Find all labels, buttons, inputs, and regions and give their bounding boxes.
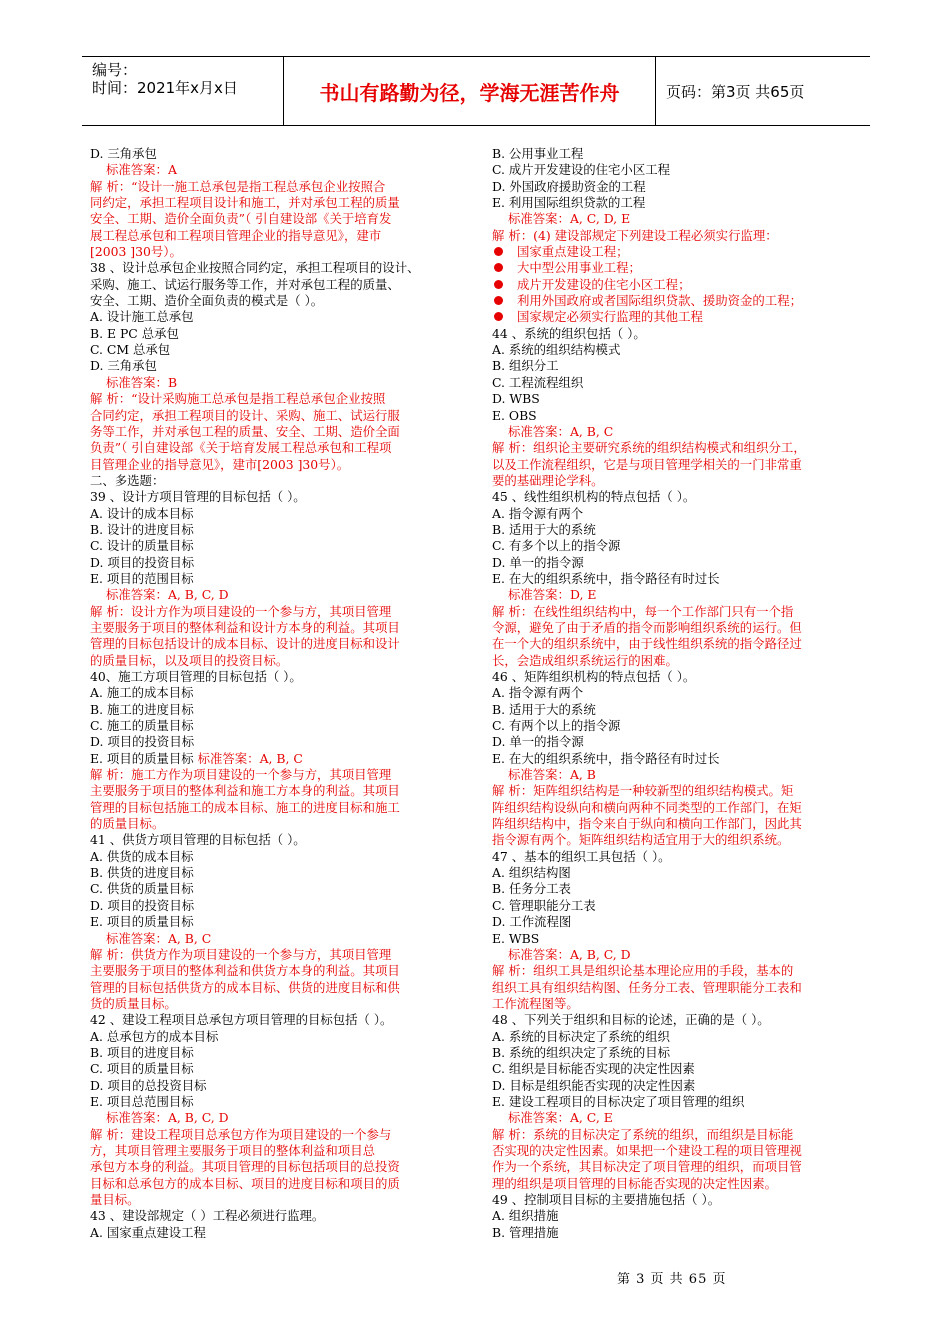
text-line [492, 1208, 866, 1224]
text-line [492, 571, 866, 587]
text-line [90, 391, 464, 407]
text-line [90, 1208, 464, 1224]
text-line [90, 522, 464, 538]
text-line [492, 1225, 866, 1241]
text-line [492, 604, 866, 620]
line-text: B. 管理措施 [492, 1224, 559, 1240]
text-line [90, 816, 464, 832]
text-line [492, 800, 866, 816]
line-text: 合同约定，承担工程项目的设计、采购、施工、试运行服 [90, 407, 400, 423]
line-text: 标准答案：A, B, C, D [508, 946, 631, 962]
text-line [492, 277, 866, 293]
text-line [492, 1045, 866, 1061]
line-text: 主要服务于项目的整体利益和施工方本身的利益。其项目 [90, 783, 400, 799]
line-text: 42 、建设工程项目总承包方项目管理的目标包括（ ）。 [90, 1012, 393, 1028]
line-text: 的质量目标，以及项目的投资目标。 [90, 652, 289, 668]
line-text: D. 项目的投资目标 [90, 734, 195, 750]
text-line [492, 440, 866, 456]
text-line [90, 1192, 464, 1208]
text-line [492, 293, 866, 309]
line-text: 解 析：(4) 建设部规定下列建设工程必须实行监理： [492, 227, 778, 243]
line-text: 采购、施工、试运行服务等工作，并对承包工程的质量、 [90, 276, 400, 292]
line-text: D. 外国政府援助资金的工程 [492, 178, 646, 194]
line-text: C. 工程流程组织 [492, 374, 584, 390]
line-text: A. 设计的成本目标 [90, 505, 194, 521]
text-line [492, 358, 866, 374]
line-text: 解 析：矩阵组织结构是一种较新型的组织结构模式。矩 [492, 783, 794, 799]
text-line [90, 996, 464, 1012]
text-line [90, 293, 464, 309]
text-line [90, 146, 464, 162]
line-text: 标准答案：A, B, C [106, 930, 212, 946]
text-line [90, 358, 464, 374]
text-line [90, 1110, 464, 1126]
line-text: 长，会造成组织系统运行的困难。 [492, 652, 678, 668]
line-text: D. 项目的投资目标 [90, 897, 195, 913]
text-line [90, 228, 464, 244]
text-line [90, 489, 464, 505]
text-line [90, 636, 464, 652]
text-line [90, 898, 464, 914]
text-line [492, 653, 866, 669]
text-line [90, 342, 464, 358]
line-text: 49 、控制项目目标的主要措施包括（ ）。 [492, 1192, 721, 1207]
line-text: 阵组织结构中，指令来自于纵向和横向工作部门，因此其 [492, 816, 802, 832]
line-text: 标准答案：A, B, C [508, 423, 614, 439]
text-line [492, 228, 866, 244]
text-line [90, 1094, 464, 1110]
line-text: 39 、设计方项目管理的目标包括（ ）。 [90, 489, 306, 505]
text-line [492, 391, 866, 407]
line-text: B. 施工的进度目标 [90, 701, 194, 717]
line-text: 标准答案：A, B [508, 767, 596, 783]
date-label: 时间：2021年x月x日 [92, 79, 238, 97]
line-text: 标准答案：A, B, C, D [106, 1110, 229, 1126]
line-text: 指令源有两个。矩阵组织结构适宜用于大的组织系统。 [492, 832, 790, 848]
text-line [90, 767, 464, 783]
line-text: 管理的目标包括施工的成本目标、施工的进度目标和施工 [90, 799, 400, 815]
line-text: 40、施工方项目管理的目标包括（ ）。 [90, 669, 302, 684]
text-line [492, 1078, 866, 1094]
line-text: 解 析：组织论主要研究系统的组织结构模式和组织分工， [492, 440, 806, 456]
line-text: 46 、矩阵组织机构的特点包括（ ）。 [492, 669, 696, 684]
text-line [90, 571, 464, 587]
text-line [90, 734, 464, 750]
line-text: B. 适用于大的系统 [492, 701, 596, 717]
line-text: C. 设计的质量目标 [90, 538, 194, 554]
line-text: D. 工作流程图 [492, 914, 572, 930]
text-line [492, 751, 866, 767]
line-text: B. 公用事业工程 [492, 146, 584, 161]
text-line [90, 1225, 464, 1241]
text-line [90, 1061, 464, 1077]
text-line [492, 408, 866, 424]
text-line [492, 1192, 866, 1208]
text-line [492, 947, 866, 963]
right-column [492, 146, 866, 1241]
text-line [492, 522, 866, 538]
line-text: C. 有多个以上的指令源 [492, 538, 621, 554]
text-line [492, 309, 866, 325]
inline-answer: 标准答案：A, B, C [193, 750, 303, 766]
line-text: 标准答案：B [106, 374, 178, 390]
line-text: 以及工作流程组织，它是与项目管理学相关的一门非常重 [492, 456, 802, 472]
line-text: 管理的目标包括供货方的成本目标、供货的进度目标和供 [90, 979, 400, 995]
line-text: 务等工作，并对承包工程的质量、安全、工期、造价全面 [90, 423, 400, 439]
text-line [90, 980, 464, 996]
text-line [492, 881, 866, 897]
line-text: E. 项目的质量目标 [90, 750, 194, 766]
line-text: 解 析：系统的目标决定了系统的组织，而组织是目标能 [492, 1126, 794, 1142]
text-line [90, 408, 464, 424]
text-line [492, 1159, 866, 1175]
line-text: 标准答案：A, C, D, E [508, 211, 631, 227]
line-text: 阵组织结构设纵向和横向两种不同类型的工作部门，在矩 [492, 799, 802, 815]
text-line [90, 620, 464, 636]
line-text: 解 析：在线性组织结构中，每一个工作部门只有一个指 [492, 603, 794, 619]
text-line [90, 457, 464, 473]
text-line [492, 342, 866, 358]
text-line [492, 211, 866, 227]
text-line [90, 162, 464, 178]
text-line [492, 260, 866, 276]
text-line [492, 457, 866, 473]
text-line [90, 326, 464, 342]
text-line [492, 489, 866, 505]
line-text: A. 供货的成本目标 [90, 848, 194, 864]
text-line [492, 1012, 866, 1028]
text-line [90, 195, 464, 211]
page-footer: 第 3 页 共 65 页 [617, 1272, 727, 1287]
line-text: A. 系统的组织结构模式 [492, 342, 621, 358]
line-text: 解 析：建设工程项目总承包方作为项目建设的一个参与 [90, 1126, 392, 1142]
line-text: 作为一个系统，其目标决定了项目管理的组织，而项目管 [492, 1159, 802, 1175]
line-text: D. WBS [492, 391, 540, 407]
text-line [492, 244, 866, 260]
text-line [492, 1110, 866, 1126]
line-text: 国家规定必须实行监理的其他工程 [517, 309, 703, 325]
line-text: D. 项目的总投资目标 [90, 1077, 207, 1093]
line-text: C. 供货的质量目标 [90, 881, 194, 897]
text-line [90, 800, 464, 816]
line-text: D. 项目的投资目标 [90, 554, 195, 570]
line-text: A. 组织措施 [492, 1208, 559, 1224]
line-text: 要的基础理论学科。 [492, 472, 604, 488]
text-line [90, 587, 464, 603]
line-text: C. 成片开发建设的住宅小区工程 [492, 162, 670, 178]
text-line [90, 506, 464, 522]
line-text: 展工程总承包和工程项目管理企业的指导意见》，建市 [90, 227, 382, 243]
line-text: 主要服务于项目的整体利益和设计方本身的利益。其项目 [90, 619, 400, 635]
line-text: 令源，避免了由于矛盾的指令而影响组织系统的运行。但 [492, 619, 802, 635]
text-line [90, 849, 464, 865]
text-line [492, 179, 866, 195]
left-column [90, 146, 464, 1241]
line-text: 成片开发建设的住宅小区工程； [517, 276, 691, 292]
line-text: 大中型公用事业工程； [517, 260, 641, 276]
text-line [492, 783, 866, 799]
line-text: 主要服务于项目的整体利益和供货方本身的利益。其项目 [90, 963, 400, 979]
line-text: E. 在大的组织系统中，指令路径有时过长 [492, 750, 720, 766]
line-text: B. 任务分工表 [492, 881, 571, 897]
line-text: C. 管理职能分工表 [492, 897, 596, 913]
text-line [492, 620, 866, 636]
line-text: D. 三角承包 [90, 146, 157, 161]
line-text: 解 析：组织工具是组织论基本理论应用的手段，基本的 [492, 963, 794, 979]
line-text: 组织工具有组织结构图、任务分工表、管理职能分工表和 [492, 979, 802, 995]
text-line [492, 162, 866, 178]
line-text: 解 析：“设计一施工总承包是指工程总承包企业按照合 [90, 178, 386, 194]
text-line [90, 963, 464, 979]
line-text: A. 施工的成本目标 [90, 685, 194, 701]
line-text: 利用外国政府或者国际组织贷款、援助资金的工程； [517, 293, 802, 309]
line-text: 负责”（ 引自建设部《关于培育发展工程总承包和工程项 [90, 440, 392, 456]
text-line [492, 865, 866, 881]
line-text: 量目标。 [90, 1192, 140, 1207]
serial-label: 编号： [92, 61, 138, 79]
text-line [90, 555, 464, 571]
line-text: 43 、建设部规定（ ）工程必须进行监理。 [90, 1208, 325, 1224]
line-text: B. 系统的组织决定了系统的目标 [492, 1044, 671, 1060]
text-line [492, 146, 866, 162]
text-line [90, 1127, 464, 1143]
text-line [90, 669, 464, 685]
text-line [492, 669, 866, 685]
line-text: 否实现的决定性因素。如果把一个建设工程的项目管理视 [492, 1142, 802, 1158]
line-text: C. CM 总承包 [90, 342, 171, 358]
line-text: B. 组织分工 [492, 358, 559, 374]
line-text: 48 、下列关于组织和目标的论述，正确的是（ ）。 [492, 1012, 770, 1028]
text-line [492, 914, 866, 930]
text-line [90, 260, 464, 276]
text-line [90, 947, 464, 963]
text-line [492, 963, 866, 979]
line-text: 的质量目标。 [90, 816, 165, 832]
text-line [90, 751, 464, 767]
line-text: 解 析：施工方作为项目建设的一个参与方，其项目管理 [90, 767, 392, 783]
line-text: 47 、基本的组织工具包括（ ）。 [492, 848, 671, 864]
text-line [90, 881, 464, 897]
text-line [492, 718, 866, 734]
text-line [90, 309, 464, 325]
text-line [90, 783, 464, 799]
line-text: D. 单一的指令源 [492, 734, 584, 750]
line-text: C. 有两个以上的指令源 [492, 718, 621, 734]
text-line [90, 718, 464, 734]
line-text: 标准答案：A [106, 162, 177, 178]
line-text: B. 适用于大的系统 [492, 521, 596, 537]
header-motto: 书山有路勤为径，学海无涯苦作舟 [284, 57, 656, 125]
line-text: B. 供货的进度目标 [90, 865, 194, 881]
line-text: 目管理企业的指导意见》，建市[2003 ]30号）。 [90, 456, 350, 472]
text-line [90, 179, 464, 195]
line-text: 38 、设计总承包企业按照合同约定，承担工程项目的设计、 [90, 260, 420, 276]
line-text: 41 、供货方项目管理的目标包括（ ）。 [90, 832, 306, 848]
line-text: B. 设计的进度目标 [90, 521, 194, 537]
line-text: 解 析：供货方作为项目建设的一个参与方，其项目管理 [90, 946, 392, 962]
text-line [90, 1012, 464, 1028]
line-text: C. 项目的质量目标 [90, 1061, 194, 1077]
text-line [492, 587, 866, 603]
text-line [90, 375, 464, 391]
text-line [90, 1159, 464, 1175]
line-text: A. 系统的目标决定了系统的组织 [492, 1028, 670, 1044]
line-text: E. 在大的组织系统中，指令路径有时过长 [492, 570, 720, 586]
line-text: E. 项目总范围目标 [90, 1093, 194, 1109]
text-line [492, 195, 866, 211]
line-text: 国家重点建设工程； [517, 244, 629, 260]
text-line [492, 685, 866, 701]
line-text: 标准答案：A, C, E [508, 1110, 613, 1126]
text-line [492, 538, 866, 554]
line-text: 标准答案：D, E [508, 587, 597, 603]
line-text: 同约定，承担工程项目设计和施工，并对承包工程的质量 [90, 195, 400, 211]
text-line [492, 1094, 866, 1110]
line-text: E. WBS [492, 930, 540, 946]
line-text: A. 总承包方的成本目标 [90, 1028, 219, 1044]
text-line [492, 1176, 866, 1192]
line-text: 在一个大的组织系统中，由于线性组织系统的指令路径过 [492, 636, 802, 652]
line-text: C. 组织是目标能否实现的决定性因素 [492, 1061, 695, 1077]
line-text: 目标和总承包方的成本目标、项目的进度目标和项目的质 [90, 1175, 400, 1191]
text-line [492, 849, 866, 865]
line-text: D. 单一的指令源 [492, 554, 584, 570]
text-line [90, 914, 464, 930]
line-text: B. E PC 总承包 [90, 325, 179, 341]
line-text: A. 国家重点建设工程 [90, 1224, 206, 1240]
text-line [90, 473, 464, 489]
text-line [90, 1078, 464, 1094]
line-text: E. 项目的范围目标 [90, 570, 194, 586]
line-text: 理的组织是项目管理的目标能否实现的决定性因素。 [492, 1175, 777, 1191]
page-header [82, 56, 870, 126]
text-line [90, 211, 464, 227]
text-line [492, 767, 866, 783]
text-line [492, 1029, 866, 1045]
text-line [90, 685, 464, 701]
text-line [90, 440, 464, 456]
text-line [90, 538, 464, 554]
bullet-dot-icon [494, 247, 503, 256]
line-text: E. 利用国际组织贷款的工程 [492, 195, 646, 211]
text-line [492, 816, 866, 832]
line-text: 二、多选题： [90, 472, 165, 488]
line-text: 45 、线性组织机构的特点包括（ ）。 [492, 489, 696, 505]
line-text: D. 目标是组织能否实现的决定性因素 [492, 1077, 696, 1093]
text-line [492, 555, 866, 571]
line-text: 解 析：设计方作为项目建设的一个参与方，其项目管理 [90, 603, 392, 619]
text-line [492, 702, 866, 718]
text-line [492, 636, 866, 652]
line-text: A. 指令源有两个 [492, 685, 584, 701]
line-text: A. 指令源有两个 [492, 505, 584, 521]
line-text: E. 建设工程项目的目标决定了项目管理的组织 [492, 1093, 745, 1109]
text-line [492, 1061, 866, 1077]
text-line [492, 980, 866, 996]
text-line [90, 865, 464, 881]
text-line [90, 277, 464, 293]
bullet-dot-icon [494, 296, 503, 305]
text-line [492, 734, 866, 750]
line-text: E. OBS [492, 407, 537, 423]
line-text: 方，其项目管理主要服务于项目的整体利益和项目总 [90, 1142, 375, 1158]
header-meta [82, 57, 284, 125]
text-line [492, 832, 866, 848]
text-line [492, 326, 866, 342]
line-text: A. 设计施工总承包 [90, 309, 194, 325]
header-page-info: 页码：第3页 共65页 [666, 82, 805, 101]
text-line [492, 424, 866, 440]
bullet-dot-icon [494, 312, 503, 321]
line-text: 管理的目标包括设计的成本目标、设计的进度目标和设计 [90, 636, 400, 652]
line-text: B. 项目的进度目标 [90, 1044, 194, 1060]
text-line [90, 832, 464, 848]
text-line [492, 931, 866, 947]
line-text: 解 析：“设计采购施工总承包是指工程总承包企业按照 [90, 391, 386, 407]
line-text: 安全、工期、造价全面负责”（ 引自建设部《关于培育发 [90, 211, 392, 227]
line-text: C. 施工的质量目标 [90, 718, 194, 734]
text-line [90, 424, 464, 440]
text-line [492, 898, 866, 914]
text-line [492, 1143, 866, 1159]
text-line [90, 244, 464, 260]
text-line [90, 653, 464, 669]
line-text: 工作流程图等。 [492, 995, 579, 1011]
text-line [492, 1127, 866, 1143]
line-text: E. 项目的质量目标 [90, 914, 194, 930]
bullet-dot-icon [494, 263, 503, 272]
line-text: A. 组织结构图 [492, 865, 571, 881]
bullet-dot-icon [494, 280, 503, 289]
text-line [492, 996, 866, 1012]
line-text: 安全、工期、造价全面负责的模式是（ ）。 [90, 293, 324, 309]
text-line [90, 1176, 464, 1192]
text-line [492, 506, 866, 522]
text-line [492, 473, 866, 489]
line-text: [2003 ]30号）。 [90, 244, 182, 260]
text-line [90, 702, 464, 718]
line-text: 标准答案：A, B, C, D [106, 587, 229, 603]
text-line [90, 604, 464, 620]
text-line [90, 1045, 464, 1061]
text-line [90, 1143, 464, 1159]
text-line [90, 1029, 464, 1045]
text-line [90, 931, 464, 947]
line-text: 44 、系统的组织包括（ ）。 [492, 325, 646, 341]
line-text: 货的质量目标。 [90, 995, 177, 1011]
text-line [492, 375, 866, 391]
line-text: D. 三角承包 [90, 358, 157, 374]
line-text: 承包方本身的利益。其项目管理的目标包括项目的总投资 [90, 1159, 400, 1175]
